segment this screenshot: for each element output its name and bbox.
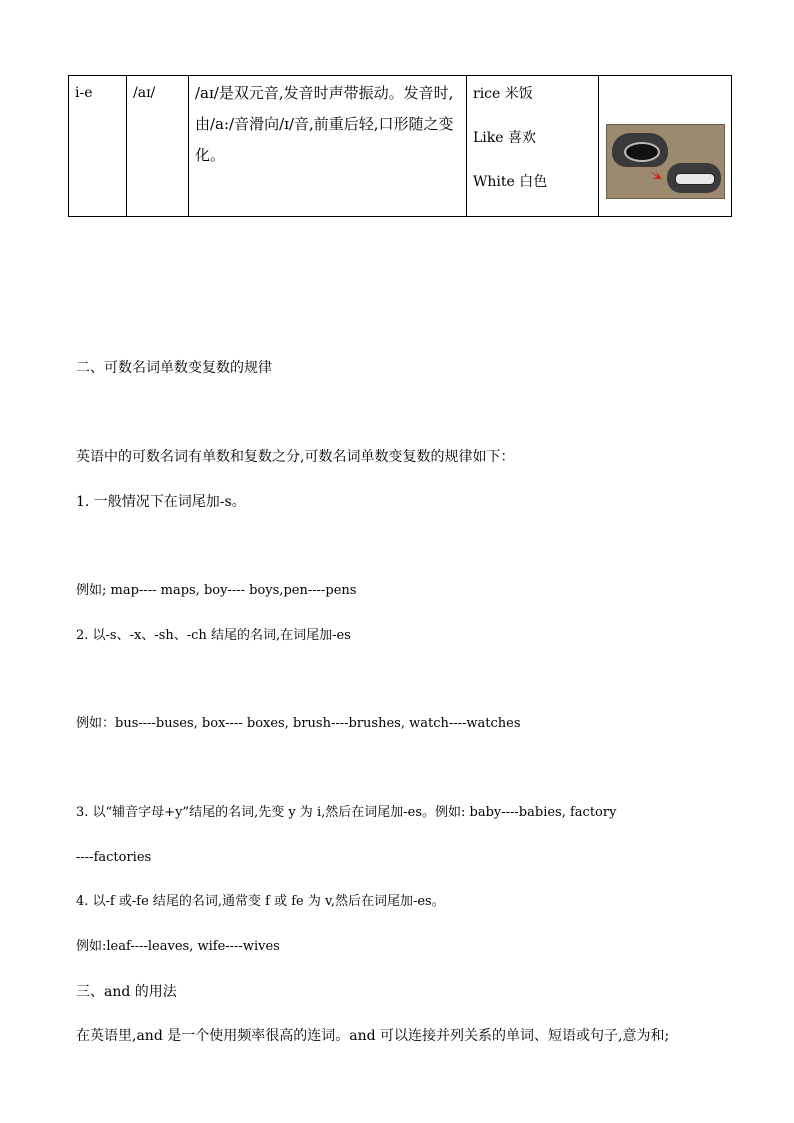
example-1: 例如; map---- maps, boy---- boys,pen----pens (76, 583, 357, 598)
pattern-cell (69, 76, 127, 217)
phonics-table (68, 75, 732, 217)
intro-text: 英语中的可数名词有单数和复数之分,可数名词单数变复数的规律如下： (76, 449, 515, 465)
body-text: 在英语里,and 是一个使用频率很高的连词。and 可以连接并列关系的单词、短语或句子,意为和; (76, 1028, 670, 1044)
section-heading: 二、可数名词单数变复数的规律 (76, 360, 272, 376)
mouth-shape-photo (606, 124, 725, 199)
description-text: /aɪ/是双元音,发音时声带振动。发音时,由/a:/音滑向/ɪ/音,前重后轻,口形随之变化。 (195, 84, 454, 164)
pattern-text: i-e (75, 85, 93, 101)
arrow-icon (647, 169, 663, 181)
phoneme-text: /aɪ/ (133, 85, 156, 101)
example-2: 例如：bus----buses, box---- boxes, brush----brushes, watch----watches (76, 716, 521, 731)
example-word: rice 米饭 (473, 86, 533, 102)
example-word: White 白色 (473, 174, 548, 190)
rule-3-continued: ----factories (76, 850, 152, 865)
smile-mouth-image (667, 163, 721, 193)
rule-2: 2. 以-s、-x、-sh、-ch 结尾的名词,在词尾加-es (76, 628, 351, 643)
open-mouth-image (612, 133, 668, 167)
phoneme-cell (127, 76, 189, 217)
table-row (69, 76, 732, 217)
rule-4: 4. 以-f 或-fe 结尾的名词,通常变 f 或 fe 为 v,然后在词尾加-es。 (76, 894, 445, 909)
words-cell (467, 76, 599, 217)
image-cell (599, 76, 732, 217)
rule-3: 3. 以“辅音字母+y”结尾的名词,先变 y 为 i,然后在词尾加-es。例如: baby----babies, factory (76, 805, 617, 820)
description-cell (189, 76, 467, 217)
rule-1: 1. 一般情况下在词尾加-s。 (76, 494, 246, 510)
example-4: 例如:leaf----leaves, wife----wives (76, 939, 280, 954)
example-word: Like 喜欢 (473, 130, 536, 146)
section-heading: 三、and 的用法 (76, 984, 177, 1000)
